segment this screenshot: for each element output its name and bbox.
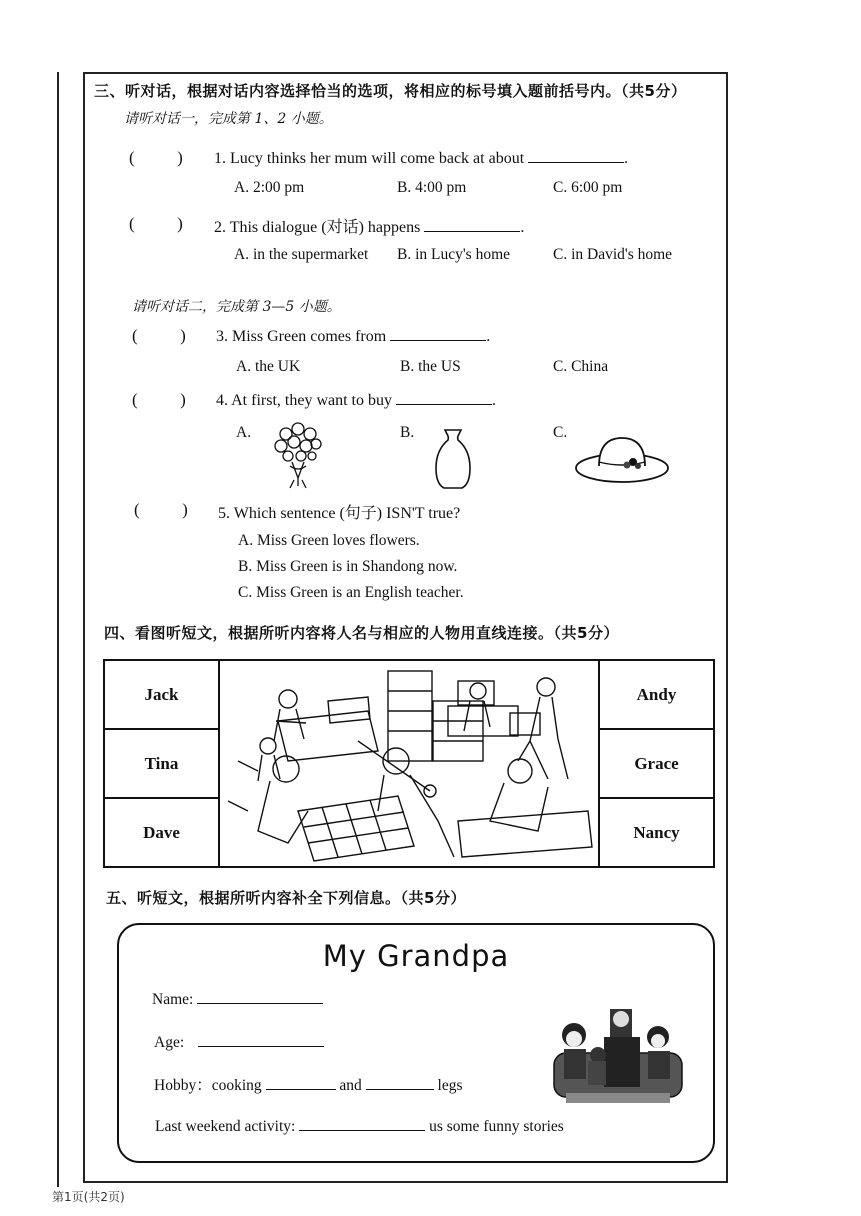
q4-option-b[interactable]: B. — [400, 424, 415, 441]
question-4-stem: 4. At first, they want to buy — [216, 392, 392, 409]
hobby-blank-1[interactable] — [266, 1075, 336, 1090]
name-label: Name: — [152, 991, 194, 1008]
question-3 — [216, 326, 490, 346]
age-label: Age: — [154, 1034, 185, 1051]
left-border-outer — [57, 72, 59, 1187]
hobby-field — [154, 1073, 463, 1095]
hat-icon[interactable] — [573, 430, 671, 486]
last-weekend-label: Last weekend activity: — [155, 1118, 296, 1135]
top-border — [83, 72, 728, 74]
q2-option-b[interactable]: B. in Lucy's home — [397, 246, 511, 263]
question-1-end: . — [624, 150, 629, 167]
last-weekend-end: us some funny stories — [429, 1118, 564, 1135]
question-4-blank[interactable] — [396, 390, 492, 405]
question-1-stem: 1. Lucy thinks her mum will come back at about — [214, 150, 525, 167]
section4-title: 四、看图听短文，根据所听内容将人名与相应的人物用直线连接。（共5分） — [104, 624, 619, 642]
question-4 — [216, 390, 496, 410]
footer-page-number: 第1页(共2页) — [52, 1190, 125, 1204]
question-4-end: . — [491, 392, 496, 409]
card-title: My Grandpa — [322, 939, 510, 973]
bottom-border — [83, 1181, 728, 1183]
name-box-nancy[interactable]: Nancy — [598, 797, 715, 868]
q1-option-b[interactable]: B. 4:00 pm — [397, 179, 467, 196]
name-box-andy[interactable]: Andy — [598, 659, 715, 730]
last-weekend-blank[interactable] — [299, 1116, 425, 1131]
name-field — [152, 989, 323, 1009]
q2-option-a[interactable]: A. in the supermarket — [234, 246, 369, 263]
name-box-dave[interactable]: Dave — [103, 797, 220, 868]
answer-paren-2[interactable]: ( ) — [129, 214, 183, 233]
q4-option-a[interactable]: A. — [236, 424, 252, 441]
question-3-end: . — [486, 328, 491, 345]
name-blank[interactable] — [197, 989, 323, 1004]
last-weekend-field — [155, 1116, 564, 1136]
q5-option-a[interactable]: A. Miss Green loves flowers. — [238, 532, 420, 549]
question-5: 5. Which sentence (句子) ISN'T true? — [218, 505, 461, 522]
flowers-bouquet-icon[interactable] — [268, 420, 328, 490]
q5-option-c[interactable]: C. Miss Green is an English teacher. — [238, 584, 464, 601]
left-border-inner — [83, 72, 85, 1182]
name-box-jack[interactable]: Jack — [103, 659, 220, 730]
q3-option-c[interactable]: C. China — [553, 358, 609, 375]
question-2-blank[interactable] — [424, 217, 520, 232]
q1-option-a[interactable]: A. 2:00 pm — [234, 179, 305, 196]
question-3-stem: 3. Miss Green comes from — [216, 328, 387, 345]
hobby-blank-2[interactable] — [366, 1075, 434, 1090]
answer-paren-5[interactable]: ( ) — [134, 500, 188, 519]
q3-option-a[interactable]: A. the UK — [236, 358, 301, 375]
q4-option-c[interactable]: C. — [553, 424, 568, 441]
section3-sub1: 请听对话一，完成第 1、2 小题。 — [124, 111, 333, 127]
vase-icon[interactable] — [430, 428, 476, 490]
q1-option-c[interactable]: C. 6:00 pm — [553, 179, 623, 196]
question-1 — [214, 148, 628, 168]
age-blank[interactable] — [198, 1032, 324, 1047]
question-2-end: . — [520, 219, 525, 236]
question-2 — [214, 214, 524, 237]
name-box-grace[interactable]: Grace — [598, 728, 715, 799]
question-3-blank[interactable] — [390, 326, 486, 341]
section5-title: 五、听短文，根据所听内容补全下列信息。（共5分） — [106, 889, 466, 907]
question-1-blank[interactable] — [528, 148, 624, 163]
q3-option-b[interactable]: B. the US — [400, 358, 461, 375]
answer-paren-4[interactable]: ( ) — [132, 390, 186, 409]
q2-option-c[interactable]: C. in David's home — [553, 246, 673, 263]
q5-option-b[interactable]: B. Miss Green is in Shandong now. — [238, 558, 458, 575]
section3-title: 三、听对话，根据对话内容选择恰当的选项，将相应的标号填入题前括号内。（共5分） — [94, 82, 687, 100]
section3-sub2: 请听对话二，完成第 3—5 小题。 — [132, 299, 341, 315]
answer-paren-3[interactable]: ( ) — [132, 326, 186, 345]
classroom-illustration — [218, 659, 598, 868]
hobby-and: and — [339, 1077, 362, 1094]
name-box-tina[interactable]: Tina — [103, 728, 220, 799]
answer-paren-1[interactable]: ( ) — [129, 148, 183, 167]
hobby-label: Hobby：cooking — [154, 1077, 262, 1094]
grandpa-reading-illustration — [548, 1005, 688, 1110]
age-field — [154, 1032, 324, 1052]
right-border — [726, 72, 728, 1182]
question-2-stem: 2. This dialogue (对话) happens — [214, 219, 421, 236]
hobby-end: legs — [437, 1077, 463, 1094]
